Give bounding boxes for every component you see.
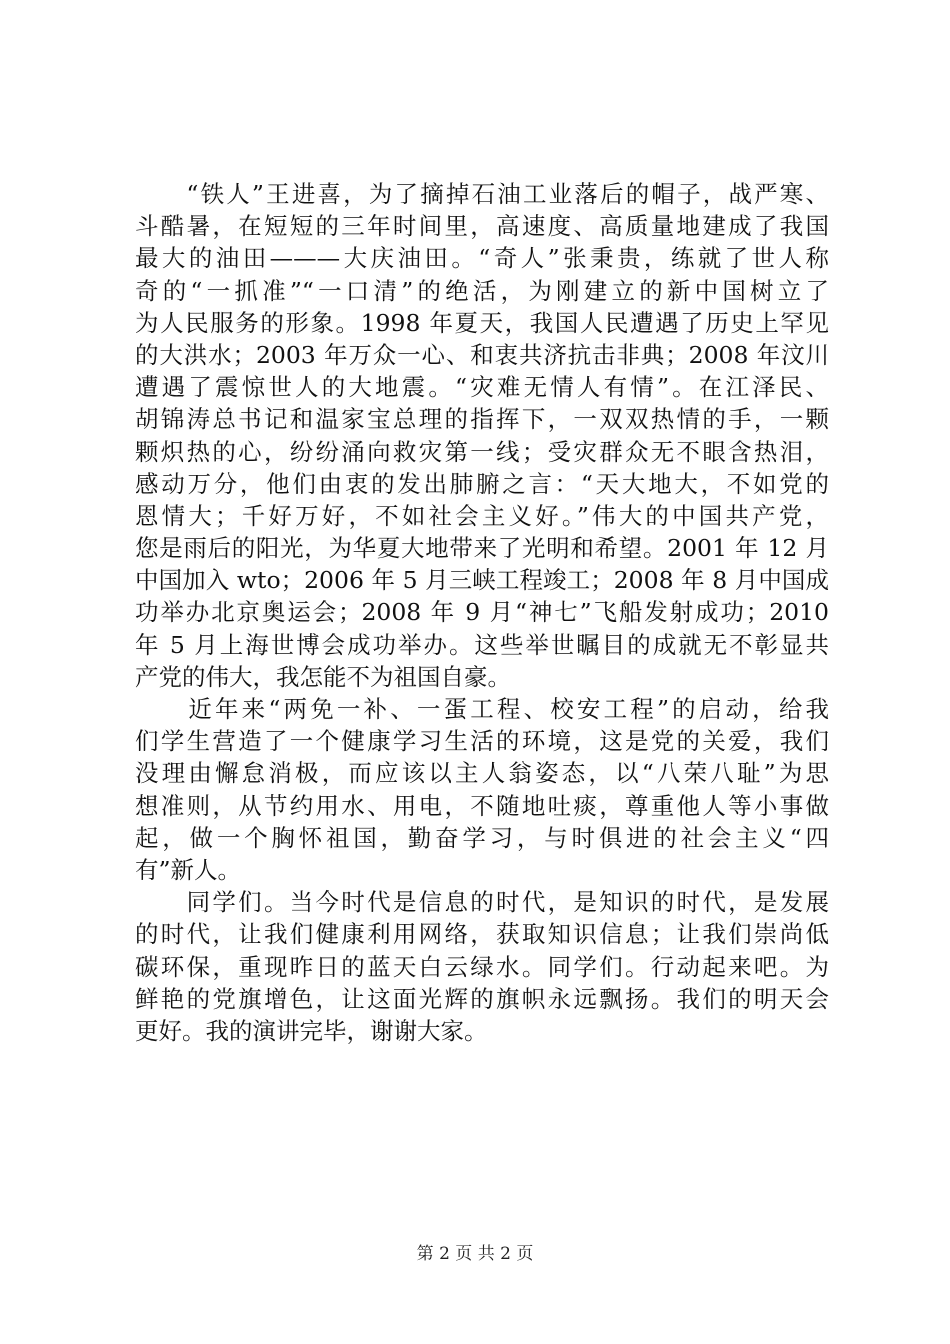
speech-body (135, 178, 829, 1047)
text-line: “铁人”王进喜，为了摘掉石油工业落后的帽子，战严寒、 (135, 180, 829, 208)
text-line: 产党的伟大，我怎能不为祖国自豪。 (135, 662, 511, 691)
text-line: 中国加入 wto；2006 年 5 月三峡工程竣工；2008 年 8 月中国成 (135, 566, 829, 595)
text-line: 胡锦涛总书记和温家宝总理的指挥下，一双双热情的手，一颗 (135, 405, 829, 434)
text-line: 的时代，让我们健康利用网络，获取知识信息；让我们崇尚低 (135, 920, 829, 949)
text-line: 奇的“一抓准”“一口清”的绝活，为刚建立的新中国树立了 (135, 276, 829, 305)
text-line: 颗炽热的心，纷纷涌向救灾第一线；受灾群众无不眼含热泪， (135, 437, 829, 466)
text-line: 您是雨后的阳光，为华夏大地带来了光明和希望。2001 年 12 月 (135, 534, 829, 563)
text-line: 没理由懈怠消极，而应该以主人翁姿态，以“八荣八耻”为思 (135, 759, 829, 788)
text-line: 有”新人。 (135, 855, 242, 884)
paragraph-3 (135, 886, 829, 1047)
text-line: 鲜艳的党旗增色，让这面光辉的旗帜永远飘扬。我们的明天会 (135, 984, 829, 1013)
text-line: 起，做一个胸怀祖国，勤奋学习，与时俱进的社会主义“四 (135, 823, 829, 852)
paragraph-1 (135, 178, 829, 693)
text-line: 感动万分，他们由衷的发出肺腑之言：“天大地大，不如党的 (135, 469, 829, 498)
text-line: 近年来“两免一补、一蛋工程、校安工程”的启动，给我 (135, 695, 829, 723)
text-line: 斗酷暑，在短短的三年时间里，高速度、高质量地建成了我国 (135, 212, 829, 241)
text-line: 们学生营造了一个健康学习生活的环境，这是党的关爱，我们 (135, 727, 829, 756)
text-line: 功举办北京奥运会；2008 年 9 月“神七”飞船发射成功；2010 (135, 598, 829, 627)
text-line: 的大洪水；2003 年万众一心、和衷共济抗击非典；2008 年汶川 (135, 340, 829, 369)
text-line: 为人民服务的形象。1998 年夏天，我国人民遭遇了历史上罕见 (135, 308, 829, 337)
text-line: 恩情大；千好万好，不如社会主义好。”伟大的中国共产党， (135, 501, 829, 530)
text-line: 遭遇了震惊世人的大地震。“灾难无情人有情”。在江泽民、 (135, 373, 829, 402)
text-line: 更好。我的演讲完毕，谢谢大家。 (135, 1016, 488, 1045)
text-line: 想准则，从节约用水、用电，不随地吐痰，尊重他人等小事做 (135, 791, 829, 820)
text-line: 最大的油田———大庆油田。“奇人”张秉贵，练就了世人称 (135, 244, 829, 273)
text-line: 同学们。当今时代是信息的时代，是知识的时代，是发展 (135, 888, 829, 917)
paragraph-2 (135, 693, 829, 886)
text-line: 年 5 月上海世博会成功举办。这些举世瞩目的成就无不彰显共 (135, 630, 829, 659)
page-footer: 第 2 页 共 2 页 (416, 1244, 534, 1264)
text-line: 碳环保，重现昨日的蓝天白云绿水。同学们。行动起来吧。为 (135, 952, 829, 981)
